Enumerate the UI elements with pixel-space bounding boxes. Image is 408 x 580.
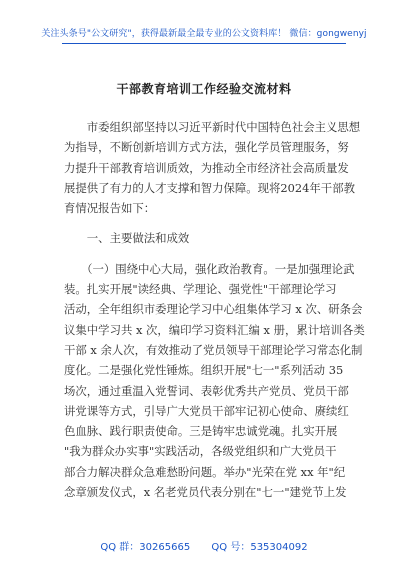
text-line: 育情况报告如下：	[64, 201, 156, 216]
text-line: 展提供了有力的人才支撑和智力保障。现将2024年干部教	[64, 180, 355, 195]
section-heading	[64, 228, 352, 248]
text-line: 念章颁发仪式，x 名老党员代表分别在"七一"建党节上发	[64, 485, 347, 500]
text-line: "我为群众办实事"实践活动，各级党组织和广大党员干	[64, 444, 337, 459]
text-line: 议集中学习共 x 次，编印学习资料汇编 x 册，累计培训各类	[64, 322, 365, 337]
text-line: （一）围绕中心大局，强化政治教育。一是加强理论武	[64, 261, 355, 276]
text-line: 部合力解决群众急难愁盼问题。举办"光荣在党 xx 年"纪	[64, 464, 346, 479]
text-line: 色血脉、践行职责使命。三是铸牢忠诚党魂。扎实开展	[64, 424, 338, 439]
header-banner: 关注头条号"公文研究"，获得最新最全最专业的公文资料库！ 微信：gongwenyj	[41, 29, 367, 39]
footer-qq-number: QQ 号：535304092	[211, 542, 308, 553]
paragraph-political-education	[64, 259, 365, 503]
text-line: 装。扎实开展"读经典、学理论、强党性"干部理论学习	[64, 282, 337, 297]
text-line: 为指导，不断创新培训方式方法，强化学员管理服务，努	[64, 140, 349, 155]
footer-qq-group: QQ 群：30265665	[100, 542, 191, 553]
footer-contact	[0, 538, 408, 553]
text-line: 市委组织部坚持以习近平新时代中国特色社会主义思想	[64, 120, 361, 134]
header-divider	[62, 43, 346, 44]
text-line: 一、主要做法和成效	[64, 231, 190, 246]
text-line: 活动，全年组织市委理论学习中心组集体学习 x 次、研条会	[64, 302, 363, 317]
text-line: 干部 x 余人次，有效推动了党员领导干部理论学习常态化制	[64, 342, 363, 357]
document-title: 干部教育培训工作经验交流材料	[116, 82, 292, 96]
text-line: 力提升干部教育培训质效，为推动全市经济社会高质量发	[64, 160, 349, 175]
document-body	[64, 117, 365, 502]
text-line: 讲党课等方式，引导广大党员干部牢记初心使命、赓续红	[64, 403, 349, 418]
paragraph-intro	[64, 117, 361, 218]
text-line: 度化。二是强化党性锤炼。组织开展"七一"系列活动 35	[64, 363, 344, 378]
text-line: 场次，通过重温入党誓词、表彰优秀共产党员、党员干部	[64, 383, 349, 398]
